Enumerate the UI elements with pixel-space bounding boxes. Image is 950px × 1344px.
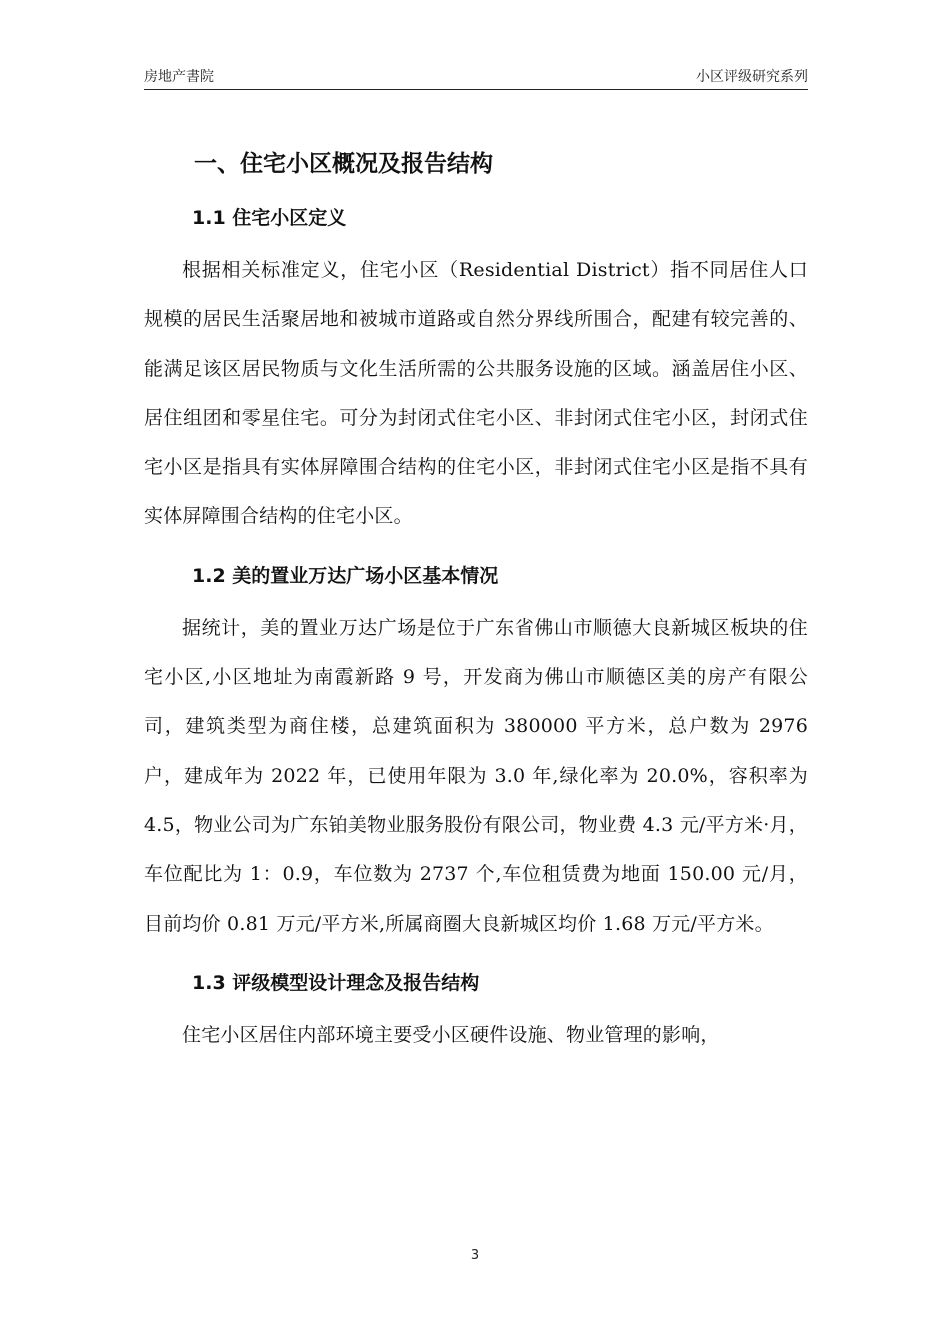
page-number: 3: [470, 1248, 480, 1263]
page-body: [144, 140, 808, 1060]
subsection-title-1-2: 1.2 美的置业万达广场小区基本情况: [192, 564, 499, 587]
paragraph-definition: 根据相关标准定义，住宅小区（Residential District）指不同居住人口规模的居民生活聚居地和被城市道路或自然分界线所围合，配建有较完善的、能满足该区居民物质与文化生活所需的公共服务设施的区域。涵盖居住小区、居住组团和零星住宅。可分为封闭式住宅小区、非封闭式住宅小区，封闭式住宅小区是指具有实体屏障围合结构的住宅小区，非封闭式住宅小区是指不具有实体屏障围合结构的住宅小区。: [144, 259, 808, 528]
section-title: 一、住宅小区概况及报告结构: [194, 151, 493, 177]
page-header: [144, 66, 808, 88]
subsection-title-1-3: 1.3 评级模型设计理念及报告结构: [192, 971, 480, 994]
header-divider: [144, 89, 808, 90]
paragraph-community-info: 据统计，美的置业万达广场是位于广东省佛山市顺德大良新城区板块的住宅小区,小区地址为南霞新路 9 号，开发商为佛山市顺德区美的房产有限公司，建筑类型为商住楼，总建筑面积为 380000 平方米，总户数为 2976 户，建成年为 2022 年，已使用年限为 3.0 年,绿化率为 20.0%，容积率为 4.5，物业公司为广东铂美物业服务股份有限公司，物业费 4.3 元/平方米·月，车位配比为 1：0.9，车位数为 2737 个,车位租赁费为地面 150.00 元/月，目前均价 0.81 万元/平方米,所属商圈大良新城区均价 1.68 万元/平方米。: [144, 616, 808, 935]
header-publisher: 房地产書院: [144, 69, 214, 85]
paragraph-model-design: 住宅小区居住内部环境主要受小区硬件设施、物业管理的影响，: [182, 1023, 720, 1046]
header-series: 小区评级研究系列: [696, 69, 808, 85]
subsection-title-1-1: 1.1 住宅小区定义: [192, 207, 347, 229]
